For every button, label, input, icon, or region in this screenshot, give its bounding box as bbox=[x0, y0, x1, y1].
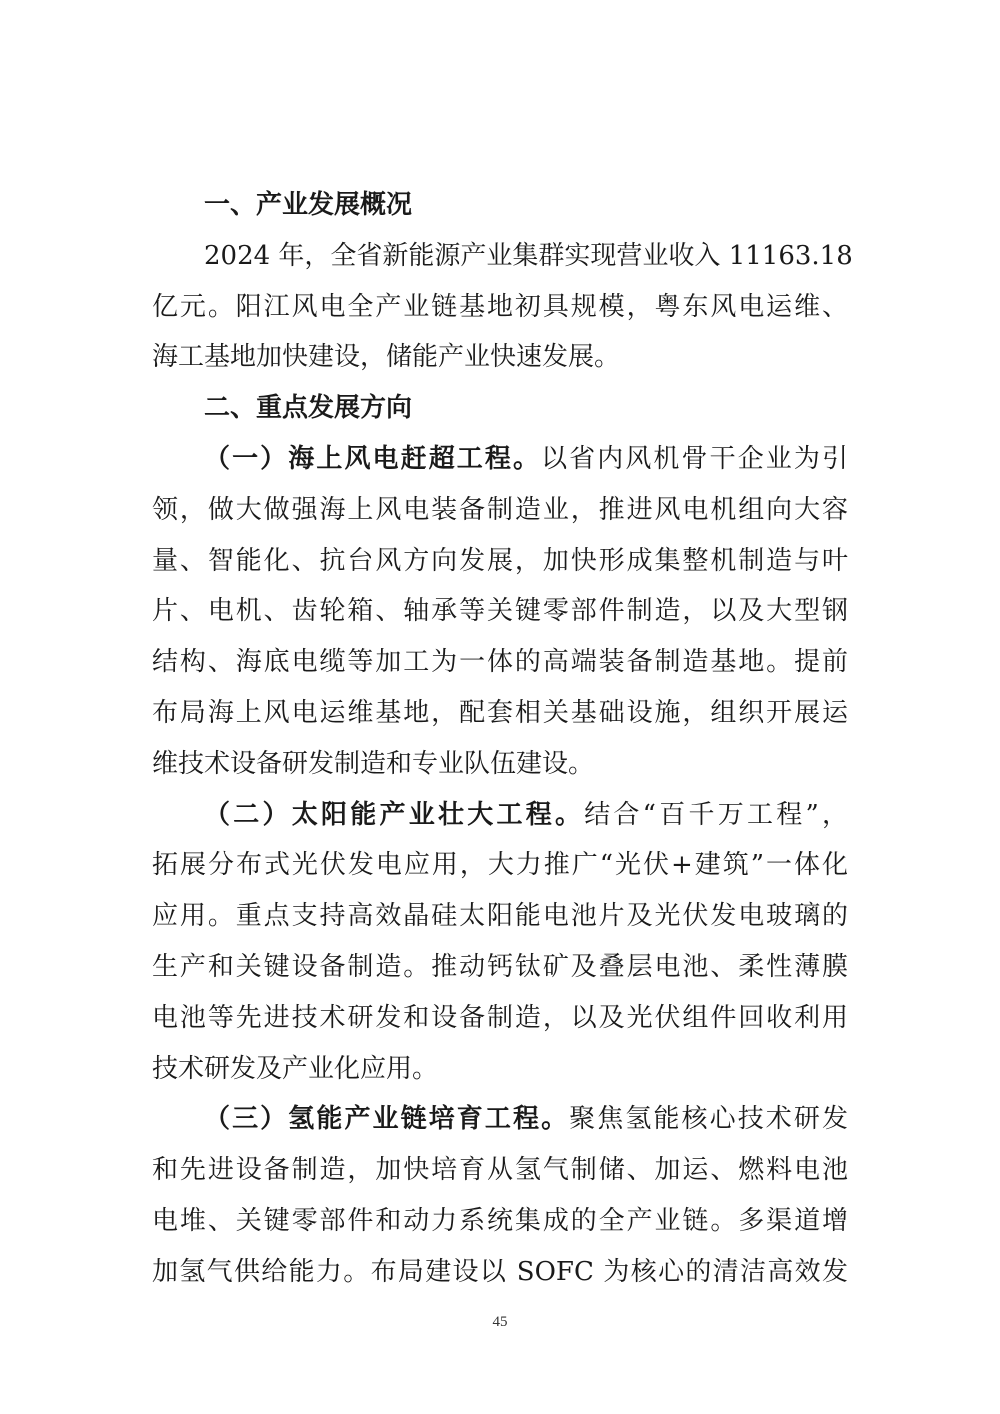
paragraph-line: 海工基地加快建设，储能产业快速发展。 bbox=[152, 342, 621, 373]
paragraph-line: 应用。重点支持高效晶硅太阳能电池片及光伏发电玻璃的 bbox=[152, 901, 848, 932]
paragraph-line: 和先进设备制造，加快培育从氢气制储、加运、燃料电池 bbox=[152, 1155, 848, 1186]
item-title-offshore-wind: （一）海上风电赶超工程。 bbox=[204, 443, 542, 474]
section-heading-overview: 一、产业发展概况 bbox=[204, 190, 413, 220]
item-title-solar: （二）太阳能产业壮大工程。 bbox=[204, 799, 585, 830]
paragraph-line: 片、电机、齿轮箱、轴承等关键零部件制造，以及大型钢 bbox=[152, 596, 848, 627]
paragraph-line: 领，做大做强海上风电装备制造业，推进风电机组向大容 bbox=[152, 494, 848, 525]
paragraph-line: 2024 年，全省新能源产业集群实现营业收入 11163.18 bbox=[204, 240, 853, 271]
paragraph-line bbox=[152, 790, 848, 841]
paragraph-text: 结合“百千万工程”， bbox=[584, 799, 848, 830]
paragraph-line: 量、智能化、抗台风方向发展，加快形成集整机制造与叶 bbox=[152, 545, 848, 576]
paragraph-line: 亿元。阳江风电全产业链基地初具规模，粤东风电运维、 bbox=[152, 291, 848, 322]
paragraph-line bbox=[152, 1094, 848, 1145]
section-heading-directions: 二、重点发展方向 bbox=[204, 393, 413, 424]
paragraph-line: 技术研发及产业化应用。 bbox=[152, 1053, 439, 1084]
paragraph-line: 加氢气供给能力。布局建设以 SOFC 为核心的清洁高效发 bbox=[152, 1256, 848, 1287]
paragraph-line: 拓展分布式光伏发电应用，大力推广“光伏+建筑”一体化 bbox=[152, 850, 848, 881]
paragraph-text: 以省内风机骨干企业为引 bbox=[541, 443, 848, 474]
paragraph-line: 电堆、关键零部件和动力系统集成的全产业链。多渠道增 bbox=[152, 1205, 848, 1236]
paragraph-line: 布局海上风电运维基地，配套相关基础设施，组织开展运 bbox=[152, 697, 848, 728]
paragraph-line: 生产和关键设备制造。推动钙钛矿及叠层电池、柔性薄膜 bbox=[152, 951, 848, 982]
paragraph-text: 聚焦氢能核心技术研发 bbox=[569, 1104, 848, 1135]
paragraph-line bbox=[152, 434, 848, 485]
paragraph-line: 维技术设备研发制造和专业队伍建设。 bbox=[152, 748, 595, 779]
document-body bbox=[152, 180, 853, 1298]
item-title-hydrogen: （三）氢能产业链培育工程。 bbox=[204, 1104, 570, 1135]
paragraph-line: 电池等先进技术研发和设备制造，以及光伏组件回收利用 bbox=[152, 1002, 848, 1033]
paragraph-line: 结构、海底电缆等加工为一体的高端装备制造基地。提前 bbox=[152, 647, 848, 678]
page-number: 45 bbox=[492, 1314, 508, 1330]
